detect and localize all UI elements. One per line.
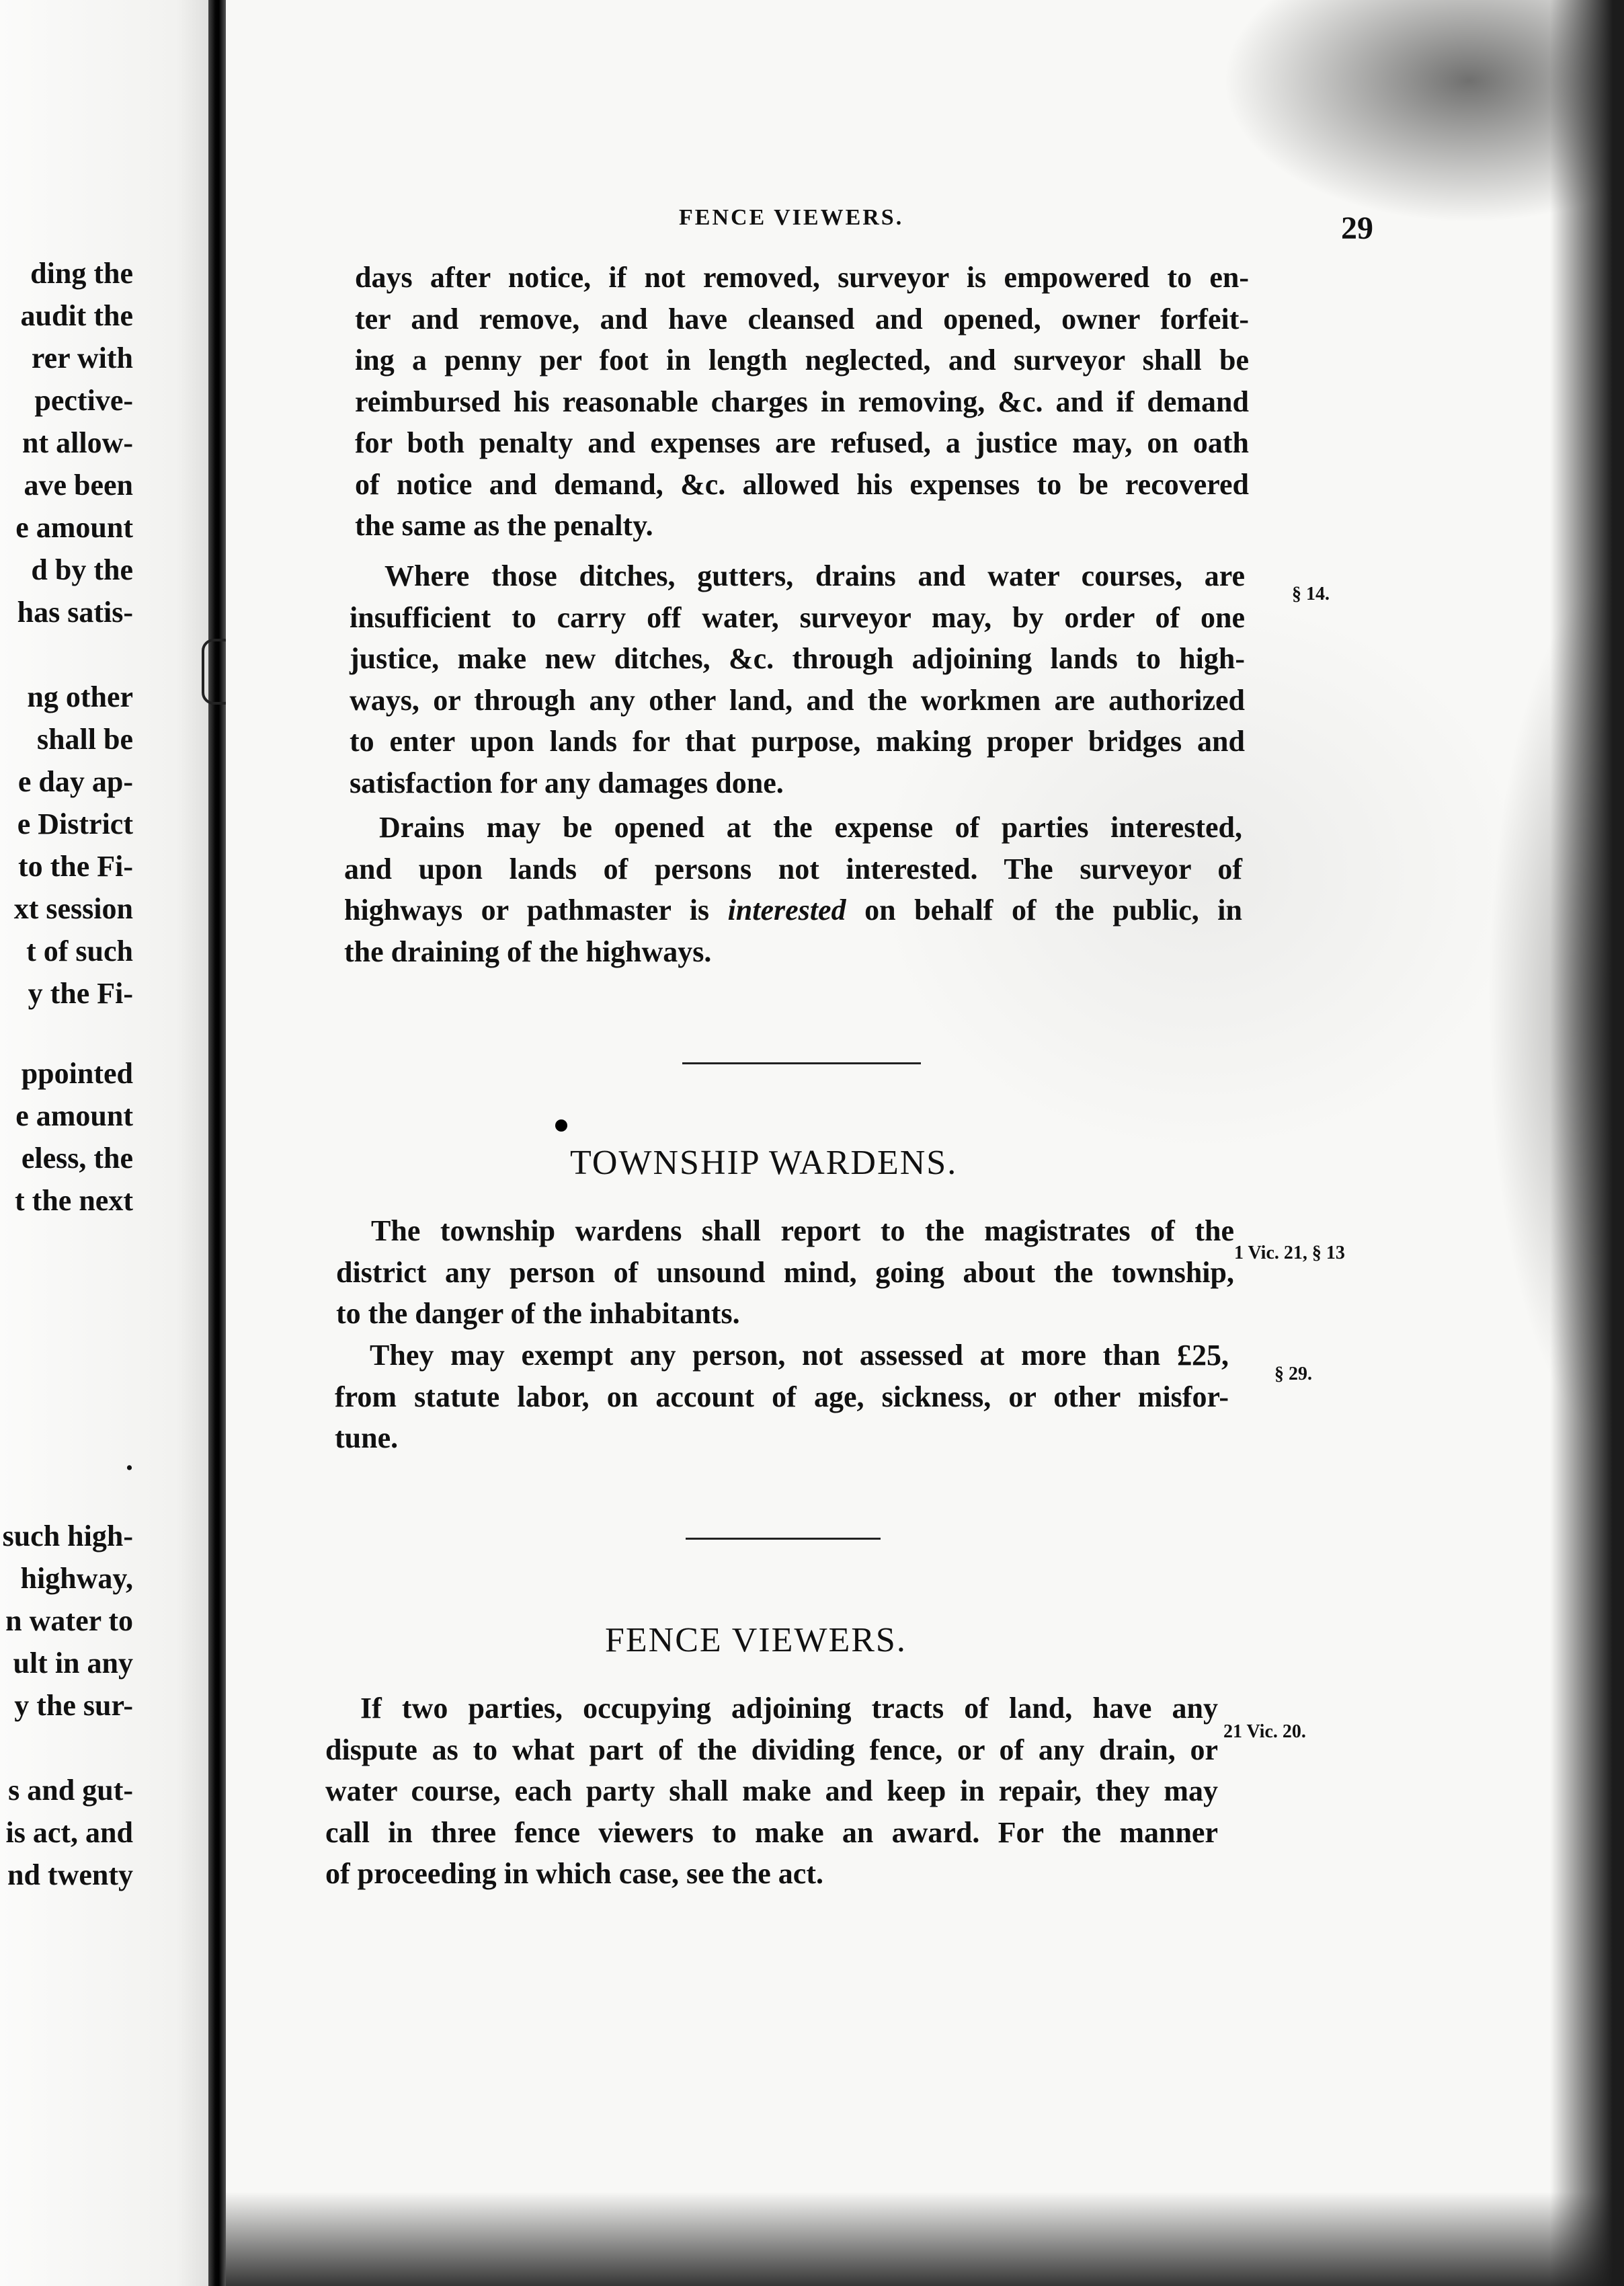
left-page-line: rer with	[31, 342, 133, 375]
text-line: of proceeding in which case, see the act.	[325, 1857, 823, 1890]
left-page-line: ave been	[24, 469, 133, 502]
fence-viewers-heading: FENCE VIEWERS.	[605, 1621, 907, 1659]
text-line: call in three fence viewers to make an award. For the manner	[325, 1815, 1218, 1849]
page-number: 29	[1341, 210, 1373, 246]
left-page-line: .	[126, 1444, 133, 1476]
left-page-line: ng other	[27, 680, 133, 713]
left-page-line: xt session	[13, 892, 133, 925]
left-page-line: shall be	[36, 723, 133, 756]
left-page-line: e amount	[15, 1099, 133, 1132]
left-page-line: e amount	[15, 511, 133, 544]
text-line: If two parties, occupying adjoining tracts of land, have any	[360, 1692, 1218, 1725]
text-line: ing a penny per foot in length neglected, and surveyor shall be	[355, 344, 1249, 377]
book-spine	[208, 0, 226, 2286]
text-line: to the danger of the inhabitants.	[336, 1297, 740, 1330]
text-line: reimbursed his reasonable charges in removing, &c. and if demand	[355, 385, 1249, 418]
text-line: satisfaction for any damages done.	[350, 766, 784, 799]
text-line: justice, make new ditches, &c. through adjoining lands to high-	[350, 642, 1245, 675]
margin-note-21-vic-20: 21 Vic. 20.	[1223, 1721, 1306, 1742]
text-line	[344, 890, 1242, 931]
text-line: the draining of the highways.	[344, 935, 712, 968]
left-page-line: highway,	[20, 1562, 133, 1595]
section-divider	[686, 1538, 881, 1540]
text-line: of notice and demand, &c. allowed his expenses to be recovered	[355, 467, 1249, 501]
township-wardens-heading: TOWNSHIP WARDENS.	[570, 1144, 958, 1182]
text-line: water course, each party shall make and keep in repair, they may	[325, 1774, 1218, 1807]
text-line: tune.	[335, 1421, 399, 1454]
opening-paragraph	[355, 257, 1249, 547]
margin-note-section-29: § 29.	[1274, 1364, 1312, 1384]
text-line: The township wardens shall report to the magistrates of the	[371, 1214, 1234, 1247]
section-divider	[682, 1062, 921, 1064]
left-page-line: ult in any	[13, 1647, 133, 1680]
text-line: and upon lands of persons not interested. The surveyor of	[344, 852, 1242, 885]
text-line: for both penalty and expenses are refused, a justice may, on oath	[355, 426, 1249, 459]
left-page-line: e District	[17, 807, 133, 840]
margin-note-1-vic-21: 1 Vic. 21, § 13	[1234, 1243, 1345, 1263]
left-page-line: audit the	[20, 299, 133, 332]
running-head: FENCE VIEWERS.	[679, 205, 904, 230]
text-line: to enter upon lands for that purpose, making proper bridges and	[350, 725, 1245, 758]
left-page-line: nd twenty	[7, 1858, 133, 1891]
left-page-line: has satis-	[17, 596, 133, 629]
text-line: Drains may be opened at the expense of parties interested,	[379, 811, 1242, 844]
ditches-paragraph	[350, 555, 1245, 803]
ink-spot	[555, 1119, 567, 1132]
exempt-paragraph	[335, 1335, 1229, 1459]
left-page-line: pective-	[34, 384, 133, 417]
left-page-line: y the Fi-	[28, 977, 133, 1010]
left-page-fragment	[0, 0, 220, 2286]
text-line: They may exempt any person, not assessed at more than £25,	[370, 1339, 1229, 1372]
text-segment: highways or pathmaster is	[344, 894, 728, 927]
left-page-line: ppointed	[21, 1057, 133, 1090]
text-line: from statute labor, on account of age, sickness, or other misfor-	[335, 1380, 1229, 1413]
text-line: Where those ditches, gutters, drains and water courses, are	[384, 559, 1245, 592]
margin-note-section-14: § 14.	[1292, 584, 1330, 604]
left-page-line: ding the	[30, 257, 133, 290]
page-bottom-shadow	[226, 2192, 1624, 2286]
left-page-line: such high-	[2, 1520, 133, 1552]
left-page-line: to the Fi-	[17, 850, 133, 883]
left-page-line: nt allow-	[22, 426, 133, 459]
left-page-line: s and gut-	[8, 1774, 133, 1807]
left-page-line: y the sur-	[14, 1689, 133, 1722]
wardens-paragraph	[336, 1210, 1234, 1335]
text-line: ter and remove, and have cleansed and opened, owner forfeit-	[355, 302, 1249, 336]
text-segment: on behalf of the public, in	[846, 894, 1242, 927]
left-page-line: t the next	[15, 1184, 133, 1217]
text-line: ways, or through any other land, and the workmen are authorized	[350, 683, 1245, 717]
left-page-line: eless, the	[21, 1142, 133, 1175]
text-line: dispute as to what part of the dividing fence, or of any drain, or	[325, 1733, 1218, 1766]
left-page-line: e day ap-	[17, 765, 133, 798]
italic-word: interested	[727, 894, 846, 927]
text-line: the same as the penalty.	[355, 509, 653, 542]
fence-paragraph	[325, 1688, 1218, 1895]
text-line: days after notice, if not removed, surveyor is empowered to en-	[355, 261, 1249, 294]
drains-paragraph	[344, 807, 1242, 972]
left-page-line: is act, and	[5, 1816, 133, 1849]
left-page-line: n water to	[5, 1604, 133, 1637]
text-line: district any person of unsound mind, going about the township,	[336, 1255, 1234, 1289]
left-page-line: d by the	[31, 553, 133, 586]
left-page-line: t of such	[26, 935, 133, 968]
page-right-shadow	[1550, 0, 1624, 2286]
text-line: insufficient to carry off water, surveyor may, by order of one	[350, 600, 1245, 634]
